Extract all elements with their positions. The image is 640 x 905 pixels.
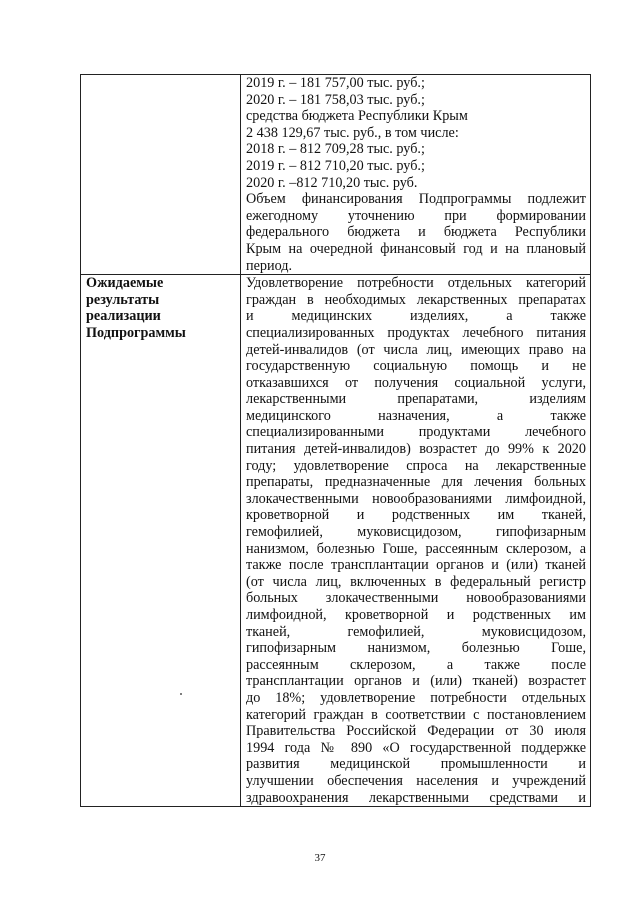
text-line: период.: [246, 257, 293, 274]
text-line: федерального бюджета и бюджета Республики: [246, 224, 586, 241]
text-line: детей-инвалидов (от числа лиц, имеющих право на: [246, 341, 586, 358]
text-line: рассеянным склерозом, а также после: [246, 656, 586, 673]
text-line: граждан в необходимых лекарственных препаратах: [246, 291, 586, 308]
text-line: государственную социальную помощь и не: [246, 358, 586, 375]
text-line: кроветворной и родственных им тканей,: [246, 507, 586, 524]
financing-row: [81, 75, 591, 275]
text-line: 2 438 129,67 тыс. руб., в том числе:: [246, 124, 459, 141]
text-line: до 18%; удовлетворение потребности отдельных: [246, 689, 586, 706]
text-line: 1994 года № 890 «О государственной поддержке: [246, 739, 586, 756]
row-label-line: Подпрограммы: [86, 324, 186, 341]
text-line: медицинского назначения, а также: [246, 407, 586, 424]
text-line: гемофилией, муковисцидозом, гипофизарным: [246, 524, 586, 541]
text-line: Правительства Российской Федерации от 30 июля: [246, 723, 586, 740]
text-line: гипофизарным нанизмом, болезнью Гоше,: [246, 640, 586, 657]
expected-results-label-cell: [81, 275, 241, 807]
text-line: тканей, гемофилией, муковисцидозом,: [246, 623, 586, 640]
text-line: средства бюджета Республики Крым: [246, 108, 468, 125]
text-line: больных злокачественными новообразованиями: [246, 590, 586, 607]
text-line: специализированными продуктами лечебного: [246, 424, 586, 441]
text-line: 2020 г. – 181 758,03 тыс. руб.;: [246, 91, 425, 108]
text-line: также после трансплантации органов и (или) тканей: [246, 557, 586, 574]
text-line: лимфоидной, кроветворной и родственных им: [246, 607, 586, 623]
row-label-line: Ожидаемые: [86, 275, 164, 292]
text-line: улучшении обеспечения населения и учреждений: [246, 772, 586, 789]
page-number: 37: [314, 852, 326, 864]
text-line: году; удовлетворение спроса на лекарственные: [246, 457, 586, 474]
text-line: развития медицинской промышленности и: [246, 756, 586, 773]
text-line: питания детей-инвалидов) возрастет до 99% к 2020: [246, 441, 586, 458]
text-line: нанизмом, болезнью Гоше, рассеянным склерозом, а: [246, 540, 586, 557]
financing-content-cell: [241, 75, 591, 275]
text-line: ежегодному уточнению при формировании: [246, 207, 586, 224]
text-line: злокачественными новообразованиями лимфоидной,: [246, 490, 586, 507]
text-line: 2020 г. –812 710,20 тыс. руб.: [246, 174, 418, 191]
text-line: 2019 г. – 812 710,20 тыс. руб.;: [246, 157, 425, 174]
text-line: специализированных продуктах лечебного питания: [246, 324, 586, 341]
text-line: здравоохранения лекарственными средствами и: [246, 789, 586, 806]
text-line: (от числа лиц, включенных в федеральный регистр: [246, 573, 586, 590]
passport-table: [80, 74, 591, 807]
text-line: 2018 г. – 812 709,28 тыс. руб.;: [246, 141, 425, 158]
text-line: категорий граждан в соответствии с постановлением: [246, 706, 586, 723]
row-label-line: результаты: [86, 291, 160, 308]
text-line: 2019 г. – 181 757,00 тыс. руб.;: [246, 75, 425, 91]
expected-results-content-cell: [241, 275, 591, 807]
text-line: препараты, предназначенные для лечения больных: [246, 474, 586, 491]
text-line: Объем финансирования Подпрограммы подлежит: [246, 191, 586, 208]
text-line: лекарственными препаратами, изделиям: [246, 391, 586, 408]
financing-label-cell: [81, 75, 241, 275]
text-line: и медицинских изделиях, а также: [246, 308, 586, 325]
text-line: отказавшихся от получения социальной услуги,: [246, 374, 586, 391]
text-line: трансплантации органов и (или) тканей) возрастет: [246, 673, 586, 690]
expected-results-row: [81, 275, 591, 807]
text-line: Удовлетворение потребности отдельных категорий: [246, 275, 586, 292]
scan-speck: [180, 693, 182, 695]
row-label-line: реализации: [86, 308, 161, 325]
text-line: Крым на очередной финансовый год и на плановый: [246, 240, 586, 257]
